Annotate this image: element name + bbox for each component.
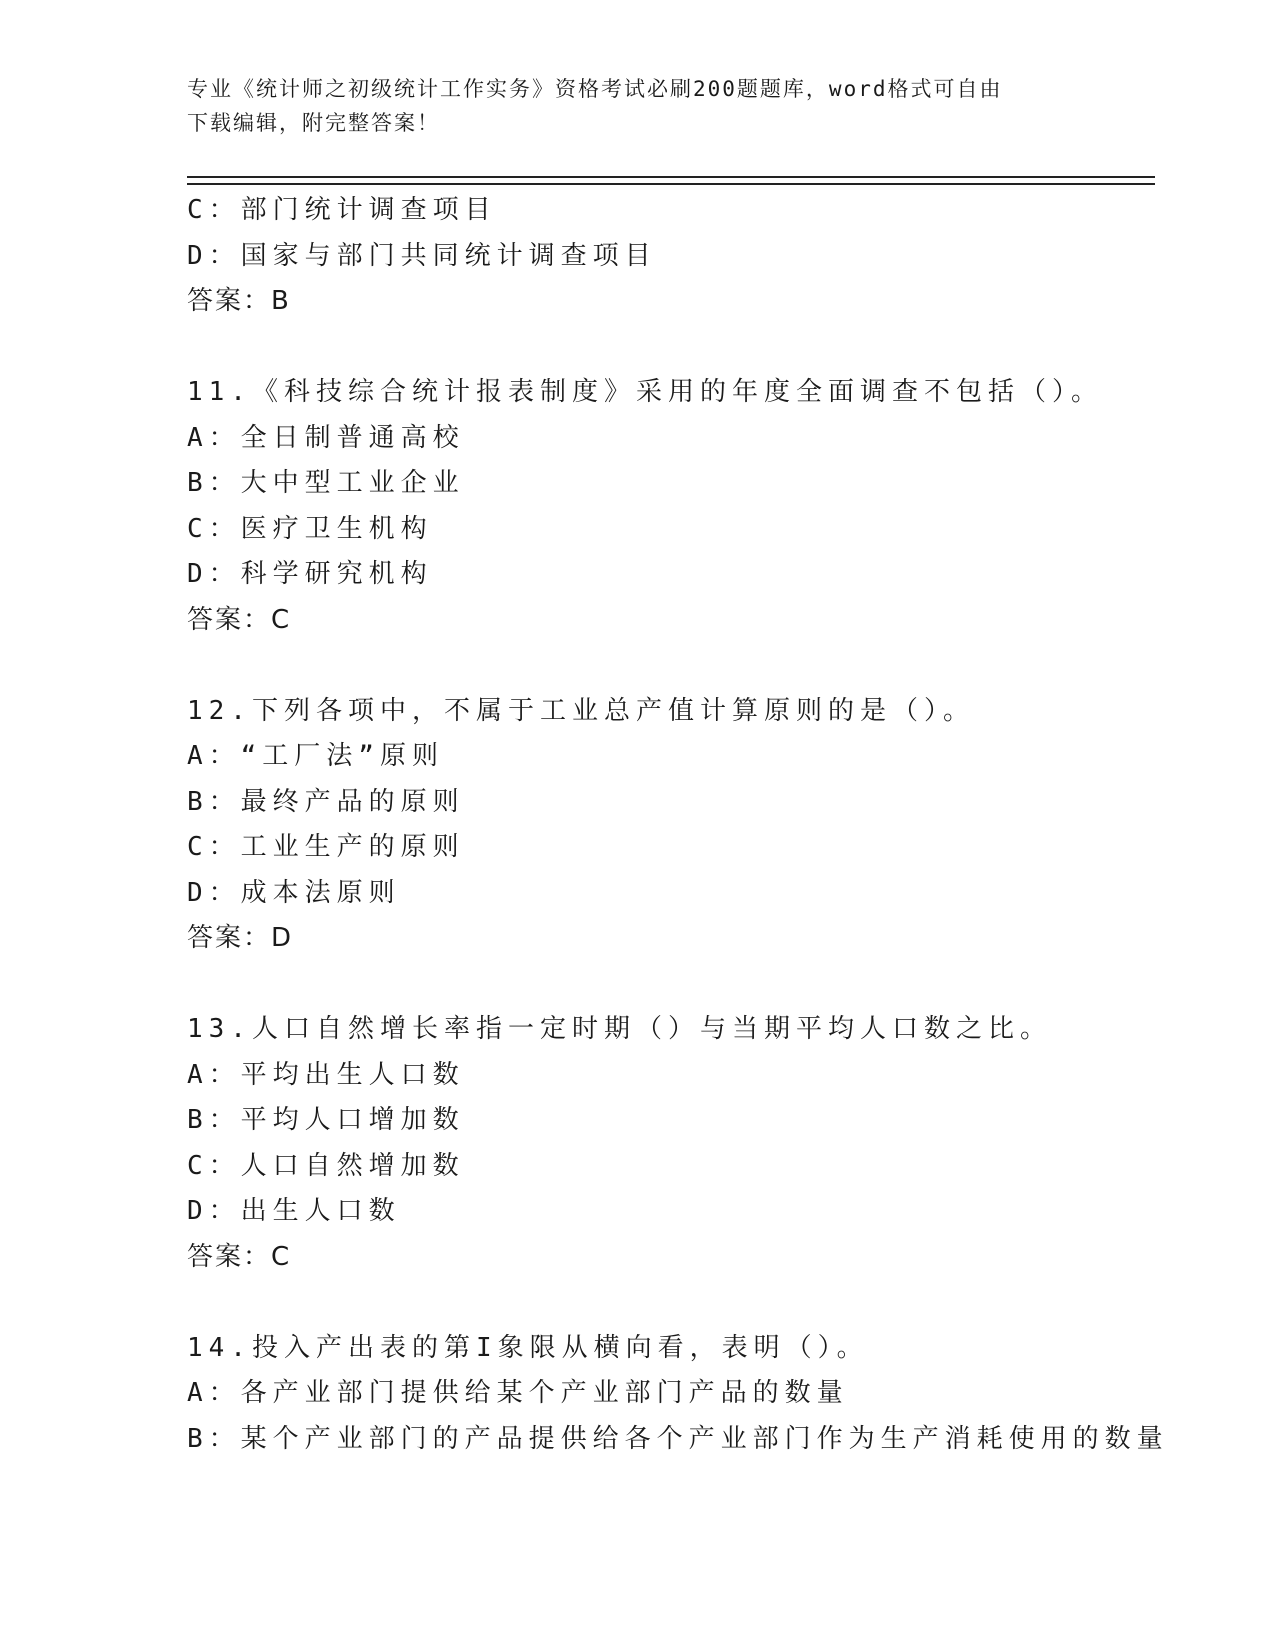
answer: 答案：D — [187, 923, 294, 953]
header-line-2: 下载编辑，附完整答案！ — [187, 111, 440, 135]
option-b: B：大中型工业企业 — [187, 468, 465, 498]
header-divider-bottom — [187, 183, 1155, 185]
option-b: B：最终产品的原则 — [187, 786, 465, 817]
question-list — [187, 188, 1169, 1462]
option-d: D：科学研究机构 — [187, 559, 433, 589]
option-a: A：全日制普通高校 — [187, 422, 465, 453]
question-text: 14.投入产出表的第I象限从横向看，表明（）。 — [187, 1332, 869, 1363]
option-b: B：某个产业部门的产品提供给各个产业部门作为生产消耗使用的数量 — [187, 1423, 1169, 1454]
option-c: C：人口自然增加数 — [187, 1150, 465, 1181]
question-block — [187, 370, 1147, 643]
header-divider-top — [187, 176, 1155, 178]
answer: 答案：C — [187, 1241, 292, 1272]
option-d: D：出生人口数 — [187, 1196, 401, 1226]
question-text: 13.人口自然增长率指一定时期（）与当期平均人口数之比。 — [187, 1014, 1052, 1044]
answer: 答案：B — [187, 286, 291, 316]
option-d: D：成本法原则 — [187, 877, 401, 908]
option-c: C：医疗卫生机构 — [187, 513, 433, 544]
question-block — [187, 1326, 1169, 1463]
option-c: C：工业生产的原则 — [187, 832, 465, 862]
option-a: A：平均出生人口数 — [187, 1059, 465, 1090]
question-text: 12.下列各项中，不属于工业总产值计算原则的是（）。 — [187, 695, 975, 726]
question-block — [187, 1007, 1147, 1280]
option-c: C：部门统计调查项目 — [187, 195, 497, 225]
question-block — [187, 689, 1147, 962]
option-d: D：国家与部门共同统计调查项目 — [187, 240, 657, 271]
question-block — [187, 188, 1147, 325]
answer: 答案：C — [187, 604, 292, 635]
option-a: A：各产业部门提供给某个产业部门产品的数量 — [187, 1378, 849, 1408]
document-header — [187, 72, 1087, 140]
question-text: 11.《科技综合统计报表制度》采用的年度全面调查不包括（）。 — [187, 377, 1103, 407]
option-a: A：“工厂法”原则 — [187, 741, 444, 771]
header-line-1: 专业《统计师之初级统计工作实务》资格考试必刷200题题库，word格式可自由 — [187, 77, 1003, 101]
option-b: B：平均人口增加数 — [187, 1105, 465, 1135]
